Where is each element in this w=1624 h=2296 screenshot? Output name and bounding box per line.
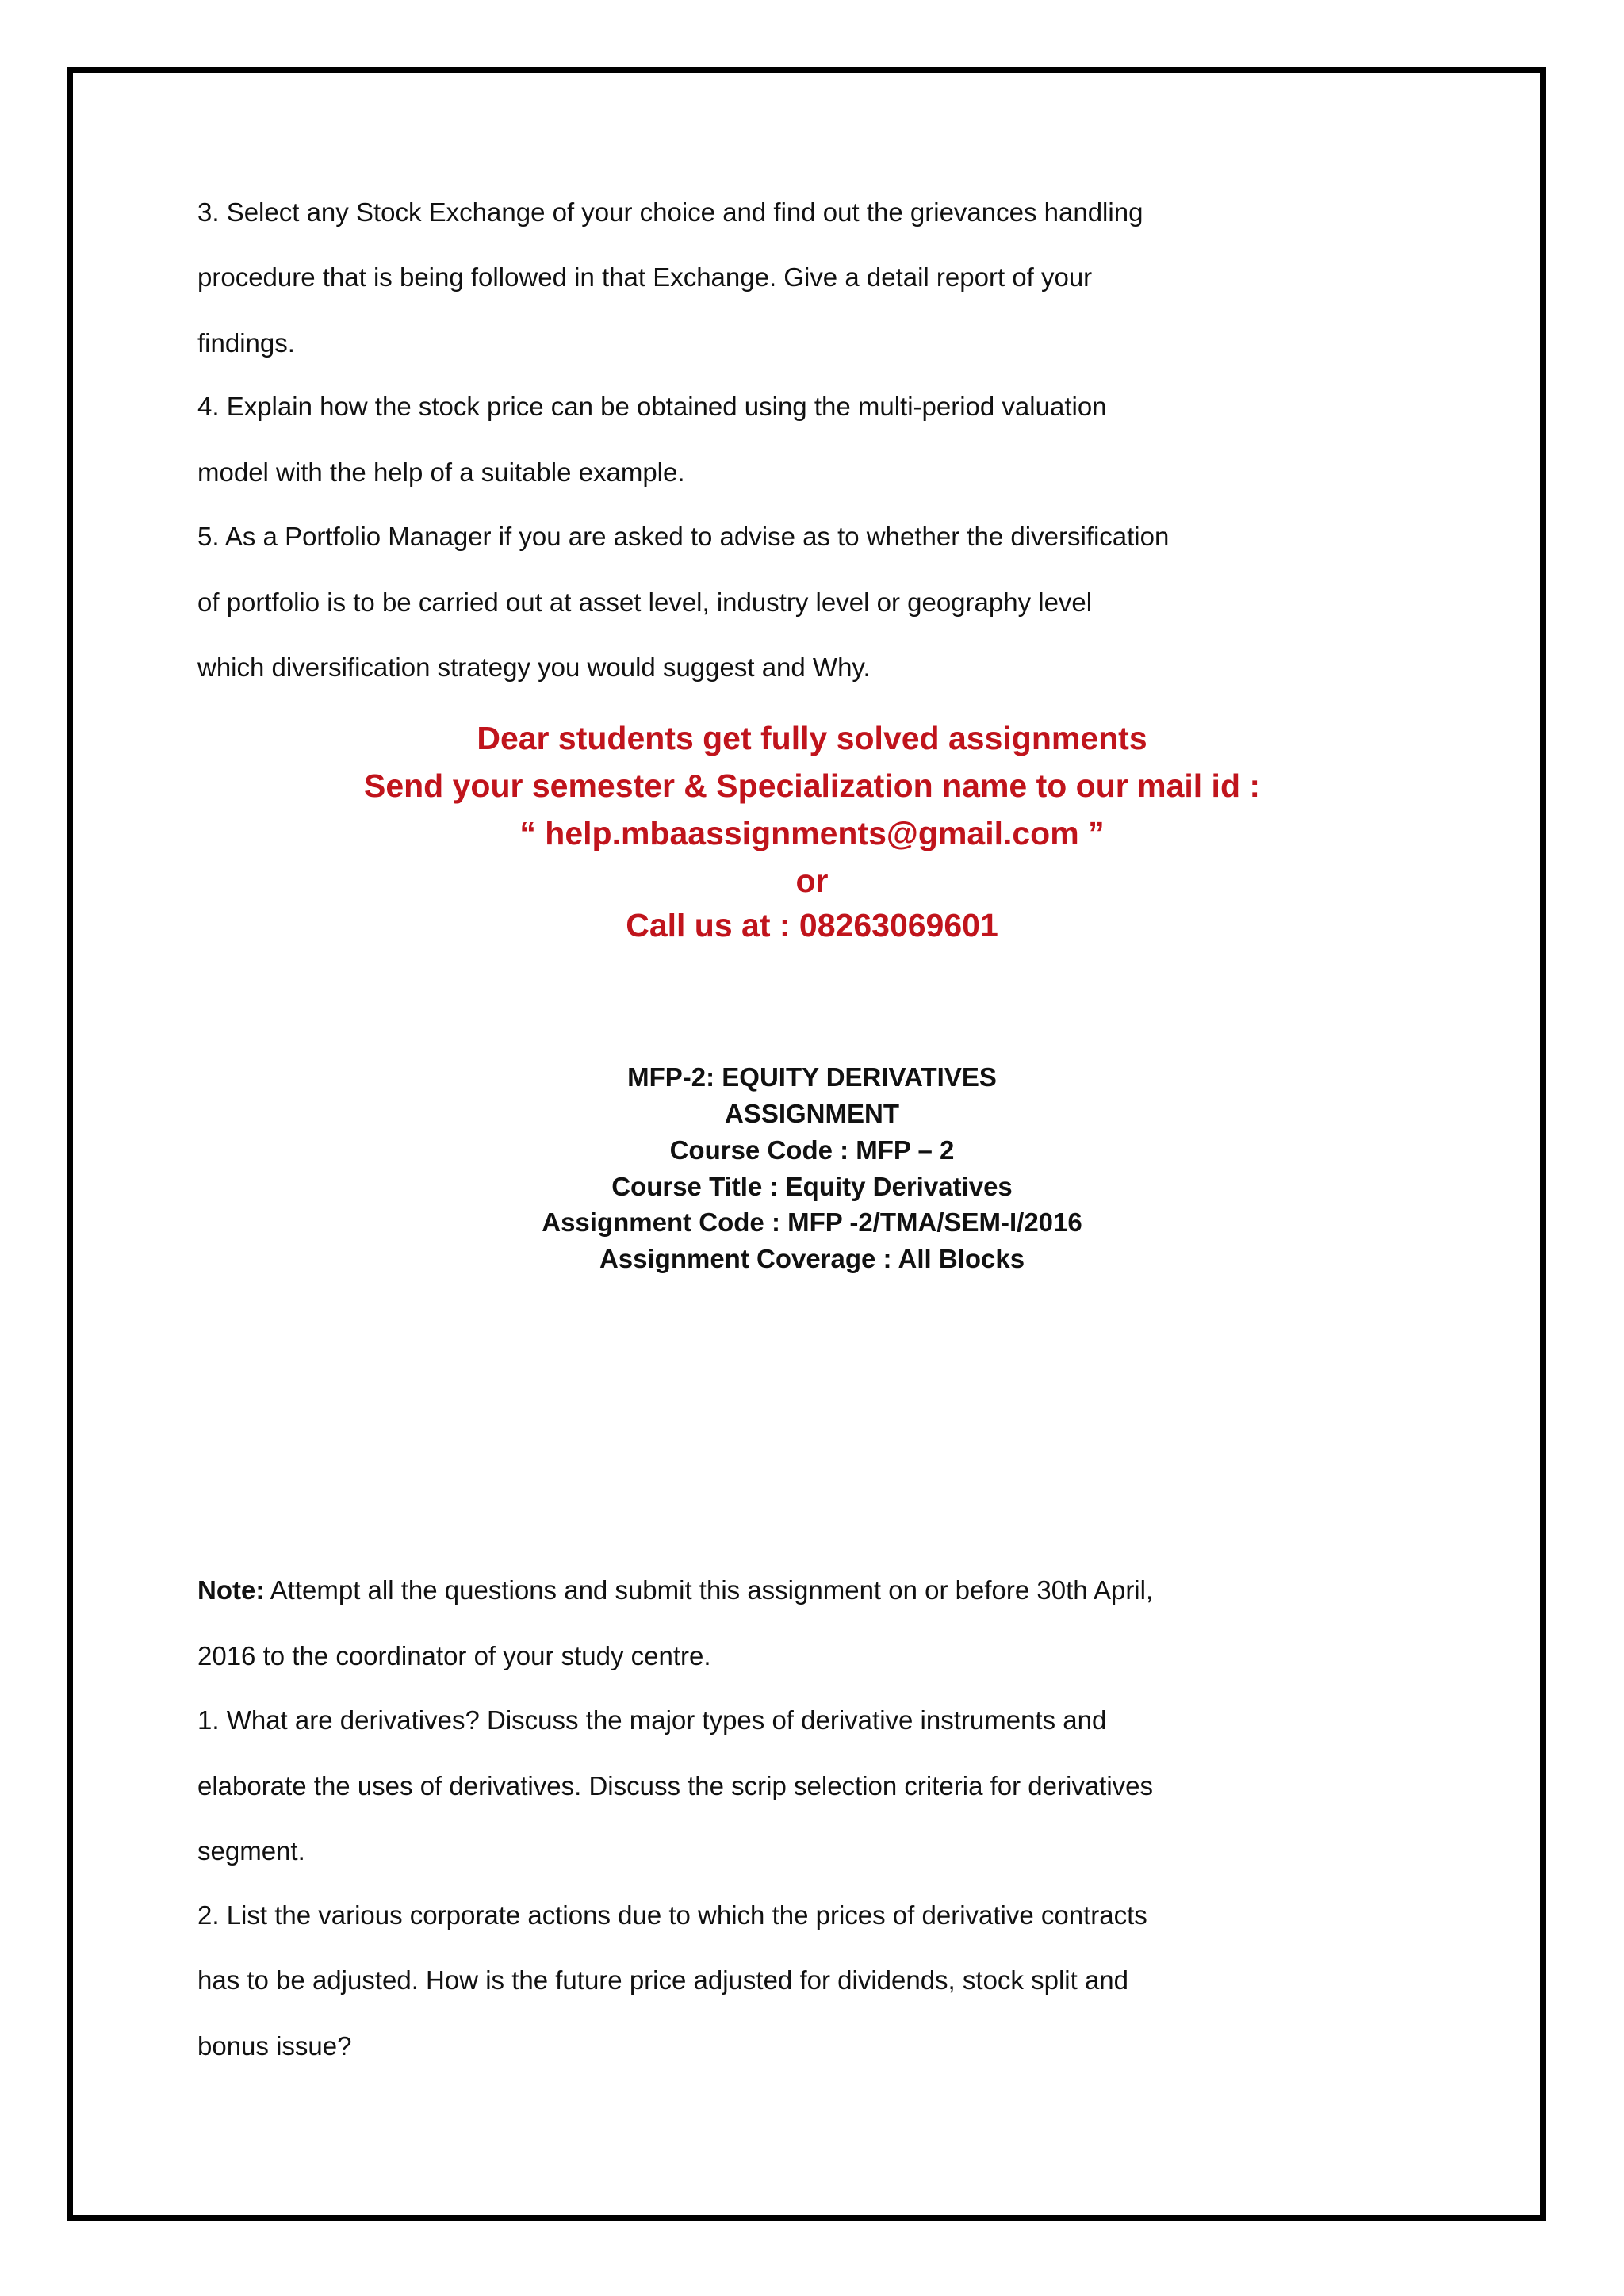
question-4-line-2: model with the help of a suitable example. xyxy=(197,457,685,487)
promo-line-2: Send your semester & Specialization name to our mail id : xyxy=(363,767,1261,804)
question-1-line-2: elaborate the uses of derivatives. Discuss the scrip selection criteria for derivatives xyxy=(197,1771,1154,1800)
question-3-line-2: procedure that is being followed in that Exchange. Give a detail report of your xyxy=(197,262,1093,292)
question-3-line-3: findings. xyxy=(197,328,295,358)
note-line-2: 2016 to the coordinator of your study centre. xyxy=(197,1641,711,1670)
assignment-code: Assignment Code : MFP -2/TMA/SEM-I/2016 xyxy=(542,1207,1082,1237)
promo-phone: Call us at : 08263069601 xyxy=(626,907,998,943)
promo-line-1: Dear students get fully solved assignments xyxy=(477,720,1147,756)
question-5-line-1: 5. As a Portfolio Manager if you are asked to advise as to whether the diversification xyxy=(197,522,1170,551)
question-5-line-2: of portfolio is to be carried out at asset level, industry level or geography level xyxy=(197,587,1093,617)
question-4-line-1: 4. Explain how the stock price can be obtained using the multi-period valuation xyxy=(197,392,1107,421)
note-line-1 xyxy=(197,1575,1466,1606)
note-text: Attempt all the questions and submit this assignment on or before 30th April, xyxy=(264,1575,1154,1605)
assignment-coverage: Assignment Coverage : All Blocks xyxy=(599,1244,1025,1273)
question-3-line-1: 3. Select any Stock Exchange of your choice and find out the grievances handling xyxy=(197,197,1143,227)
course-code: Course Code : MFP – 2 xyxy=(669,1135,955,1165)
assignment-subtitle: ASSIGNMENT xyxy=(724,1099,899,1128)
course-title: Course Title : Equity Derivatives xyxy=(611,1172,1013,1201)
question-5-line-3: which diversification strategy you would suggest and Why. xyxy=(197,652,871,682)
question-2-line-1: 2. List the various corporate actions due to which the prices of derivative contracts xyxy=(197,1900,1147,1930)
note-label: Note: xyxy=(197,1575,265,1605)
question-2-line-3: bonus issue? xyxy=(197,2031,352,2061)
promo-email: “ help.mbaassignments@gmail.com ” xyxy=(519,815,1105,851)
promo-or: or xyxy=(795,863,829,899)
assignment-title: MFP-2: EQUITY DERIVATIVES xyxy=(627,1062,997,1092)
question-1-line-3: segment. xyxy=(197,1836,305,1866)
question-1-line-1: 1. What are derivatives? Discuss the major types of derivative instruments and xyxy=(197,1705,1107,1735)
question-2-line-2: has to be adjusted. How is the future price adjusted for dividends, stock split and xyxy=(197,1965,1128,1995)
